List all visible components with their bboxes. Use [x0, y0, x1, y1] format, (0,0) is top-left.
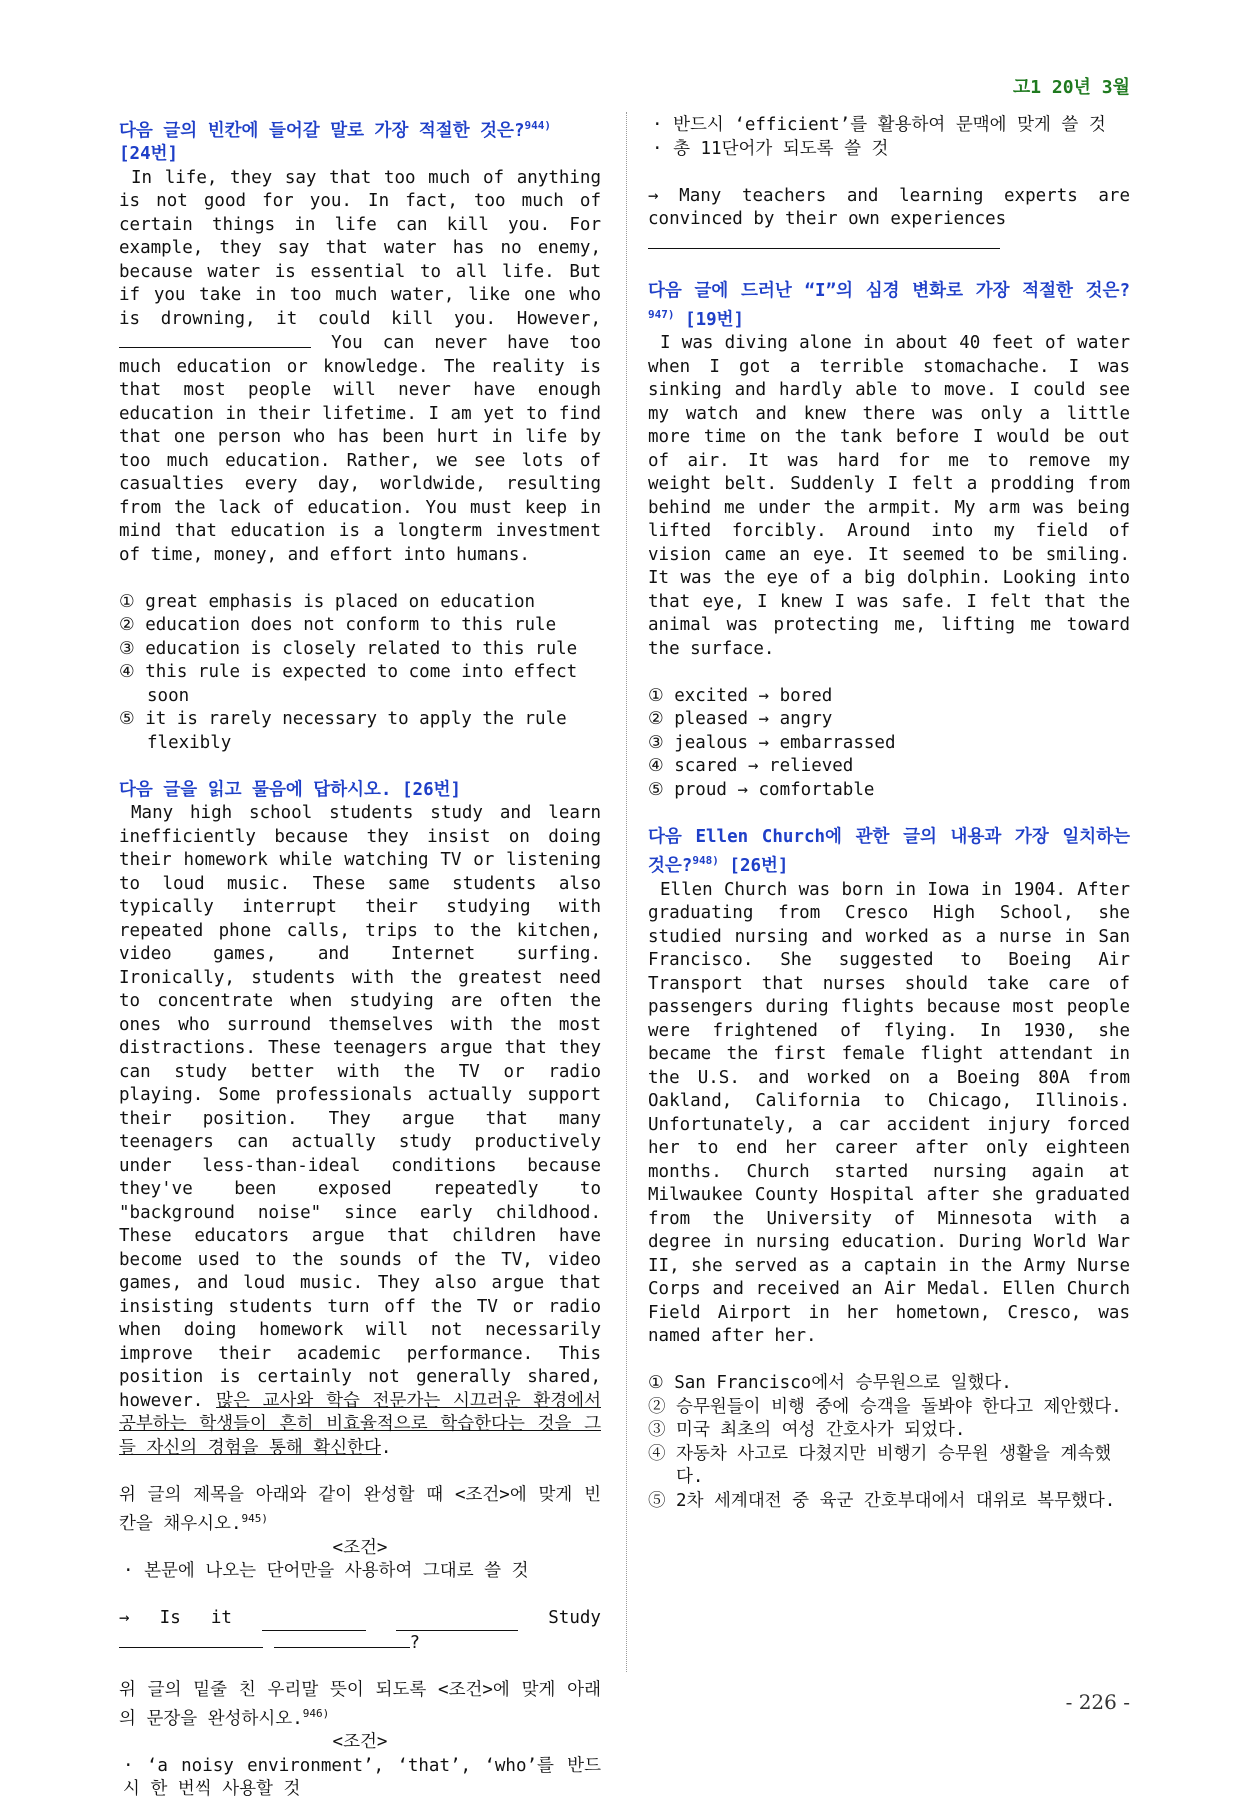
- question-947-passage: I was diving alone in about 40 feet of water when I got a terrible stomachache. I was sinking and hardly able to move. I could see my watch and knew there was only a little more time on the tank before I would be out of air. It was hard for me to remove my weight belt. Suddenly I felt a prodding from behind me under the armpit. My arm was being lifted forcibly. Around into my field of vision came an eye. It seemed to be smiling. It was the eye of a big dolphin. Looking into that eye, I knew I was safe. I felt that the animal was protecting me, lifting me toward the surface.: [648, 333, 1130, 659]
- choice-1[interactable]: ① San Francisco에서 승무원으로 일했다.: [648, 1373, 1012, 1394]
- answer-blank: [119, 331, 311, 348]
- answer-blank-3[interactable]: [119, 1631, 263, 1648]
- subquestion-945-answer-line-1: → Is it Study: [119, 1607, 601, 1631]
- condition-945: · 본문에 나오는 단어만을 사용하여 그대로 쓸 것: [123, 1561, 529, 1582]
- choice-5[interactable]: ⑤ proud → comfortable: [648, 779, 875, 800]
- question-945: [119, 779, 601, 1802]
- question-948-choices: [648, 1372, 1130, 1513]
- question-948: [648, 826, 1130, 1513]
- answer-blank-946[interactable]: [648, 232, 1000, 249]
- condition-label-2: <조건>: [332, 1732, 388, 1753]
- underlined-sentence: 많은 교사와 학습 전문가는 시끄러운 환경에서 공부하는 학생들이 흔히 비효율적으로 학습한다는 것을 그들 자신의 경험을 통해 확신한다: [119, 1390, 601, 1458]
- choice-2[interactable]: ② 승무원들이 비행 중에 승객을 돌봐야 한다고 제안했다.: [648, 1396, 1122, 1417]
- answer-blank-1[interactable]: [262, 1614, 366, 1631]
- column-divider: [626, 112, 627, 1672]
- condition-946-3: · 총 11단어가 되도록 쓸 것: [652, 138, 889, 159]
- answer-blank-2[interactable]: [396, 1614, 518, 1631]
- question-948-passage: Ellen Church was born in Iowa in 1904. After graduating from Cresco High School, she studied nursing and worked as a nurse in San Francisco. She suggested to Boeing Air Transport that nurses should take care of passengers during flights because most people were frightened of flying. In 1930, she became the first female flight attendant in the U.S. and worked on a Boeing 80A from Oakland, California to Chicago, Illinois. Unfortunately, a car accident injury forced her to end her career after only eighteen months. Church started nursing again at Milwaukee County Hospital after she graduated from the University of Minnesota with a degree in nursing education. During World War II, she served as a captain in the Army Nurse Corps and received an Air Medal. Ellen Church Field Airport in her hometown, Cresco, was named after her.: [648, 879, 1130, 1347]
- question-947: [648, 280, 1130, 803]
- left-column: [119, 114, 601, 1802]
- question-945-title: 다음 글을 읽고 물음에 답하시오. [26번]: [119, 779, 462, 800]
- subquestion-946-answer-line: [648, 232, 1130, 257]
- choice-4[interactable]: ④ 자동차 사고로 다쳤지만 비행기 승무원 생활을 계속했다.: [648, 1443, 1112, 1488]
- subquestion-946-title: 위 글의 밑줄 친 우리말 뜻이 되도록 <조건>에 맞게 아래의 문장을 완성하시오.$^{946)}$: [119, 1679, 601, 1729]
- right-column: [648, 114, 1130, 1513]
- question-948-title: 다음 Ellen Church에 관한 글의 내용과 가장 일치하는 것은?$^{948)}$ [26번]: [648, 826, 1130, 877]
- question-947-choices: [648, 685, 1130, 803]
- page-number: - 226 -: [1065, 1689, 1130, 1714]
- answer-blank-4[interactable]: [274, 1631, 410, 1648]
- subquestion-945-title: 위 글의 제목을 아래와 같이 완성할 때 <조건>에 맞게 빈칸을 채우시오.$^{945)}$: [119, 1484, 601, 1535]
- question-944-passage: In life, they say that too much of anything is not good for you. In fact, too much of certain things in life can kill you. For example, they say that water has no enemy, because water is essential to all life. But if you take in too much water, like one who is drowning, it could kill you. However, You can never have too much education or knowledge. The reality is that most people will never have enough education in their lifetime. I am yet to find that one person who has been hurt in life by too much education. Rather, we see lots of casualties every day, worldwide, resulting from the lack of education. You must keep in mind that education is a longterm investment of time, money, and effort into humans.: [119, 167, 601, 565]
- choice-2[interactable]: ② pleased → angry: [648, 709, 833, 730]
- choice-1[interactable]: ① great emphasis is placed on education: [119, 591, 536, 612]
- choice-5[interactable]: ⑤ it is rarely necessary to apply the rule flexibly: [119, 709, 567, 753]
- subquestion-946-answer: → Many teachers and learning experts are convinced by their own experiences: [648, 185, 1130, 229]
- choice-4[interactable]: ④ scared → relieved: [648, 756, 854, 777]
- condition-label: <조건>: [332, 1537, 388, 1558]
- question-944-title: 다음 글의 빈칸에 들어갈 말로 가장 적절한 것은?$^{944)}$ [24번]: [119, 119, 551, 165]
- choice-3[interactable]: ③ education is closely related to this rule: [119, 638, 578, 659]
- question-947-title: 다음 글에 드러난 “I”의 심경 변화로 가장 적절한 것은?$^{947)}$ [19번]: [648, 280, 1130, 330]
- choice-5[interactable]: ⑤ 2차 세계대전 중 육군 간호부대에서 대위로 복무했다.: [648, 1490, 1116, 1511]
- condition-946-2: · 반드시 ‘efficient’를 활용하여 문맥에 맞게 쓸 것: [652, 115, 1106, 135]
- question-944-choices: [119, 591, 601, 756]
- choice-1[interactable]: ① excited → bored: [648, 685, 833, 706]
- exam-header: 고1 20년 3월: [1012, 77, 1130, 98]
- question-944: [119, 114, 601, 755]
- choice-2[interactable]: ② education does not conform to this rule: [119, 615, 557, 636]
- question-945-passage: Many high school students study and learn inefficiently because they insist on doing their homework while watching TV or listening to loud music. These same students also typically interrupt their studying with repeated phone calls, trips to the kitchen, video games, and Internet surfing. Ironically, students with the greatest need to concentrate when studying are often the ones who surround themselves with the most distractions. These teenagers argue that they can study better with the TV or radio playing. Some professionals actually support their position. They argue that many teenagers can actually study productively under less-than-ideal conditions because they've been exposed repeatedly to "background noise" since early childhood. These educators argue that children have become used to the sounds of the TV, video games, and loud music. They also argue that insisting students turn off the TV or radio when doing homework will not necessarily improve their academic performance. This position is certainly not generally shared, however. 많은 교사와 학습 전문가는 시끄러운 환경에서 공부하는 학생들이 흔히 비효율적으로 학습한다는 것을 그들 자신의 경험을 통해 확신한다.: [119, 803, 601, 1458]
- subquestion-945-answer-line-2: ?: [119, 1631, 601, 1656]
- choice-3[interactable]: ③ jealous → embarrassed: [648, 732, 896, 753]
- choice-3[interactable]: ③ 미국 최초의 여성 간호사가 되었다.: [648, 1420, 966, 1441]
- condition-946-1: · ‘a noisy environment’, ‘that’, ‘who’를 반드시 한 번씩 사용할 것: [123, 1755, 601, 1800]
- choice-4[interactable]: ④ this rule is expected to come into effect soon: [119, 662, 578, 706]
